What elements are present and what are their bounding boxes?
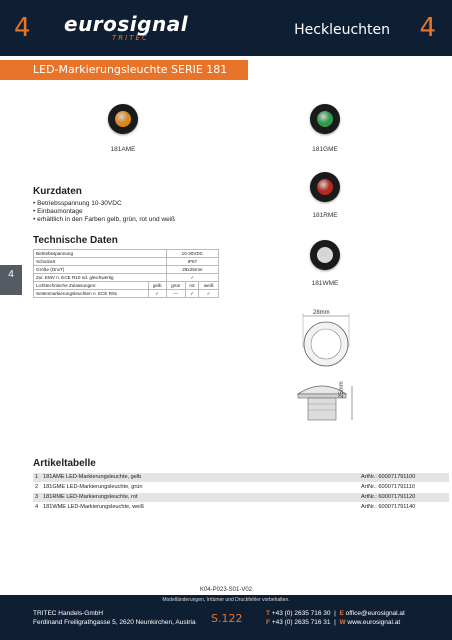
list-item: • erhältlich in den Farben gelb, grün, rot und weiß xyxy=(33,216,176,223)
company-address xyxy=(33,609,196,627)
table-row: Betriebsspannung 10-30VDC xyxy=(34,250,219,258)
kurzdaten-list xyxy=(33,200,175,224)
dimension-width: 28mm xyxy=(313,310,330,316)
document-code: K04-P023-S01-V02 xyxy=(199,587,253,593)
list-item: • Einbaumontage xyxy=(33,208,83,215)
table-row: Seitenmarkierungsleuchten n. ECE R91 ✓ — ✓ ✓ xyxy=(34,290,219,298)
table-row: 3 181RME LED-Markierungsleuchte, rot ArtNr.: 600071791120 xyxy=(33,493,449,502)
table-row: 4 181WME LED-Markierungsleuchte, weiß ArtNr.: 600071791140 xyxy=(35,504,416,510)
side-view-drawing xyxy=(292,380,362,430)
lamp-lens xyxy=(317,247,333,263)
lamp-181gme-image xyxy=(310,104,340,134)
technische-daten-table xyxy=(33,249,219,298)
table-row: Schutzart IP67 xyxy=(34,258,219,266)
list-item: • Betriebsspannung 10-30VDC xyxy=(33,200,122,207)
disclaimer: Modelländerungen, Irrtümer und Druckfehler vorbehalten. xyxy=(162,597,290,603)
lamp-label: 181RME xyxy=(312,212,338,219)
page-header xyxy=(0,0,452,56)
lamp-label: 181AME xyxy=(110,146,136,153)
table-row: Zul. EMV n. ECE R10 od. gleichwertig ✓ xyxy=(34,274,219,282)
table-row: Größe (DnxT) 28x25mm xyxy=(34,266,219,274)
fax: +43 (0) 2635 716 31 xyxy=(271,619,331,626)
phone: +43 (0) 2635 716 30 xyxy=(271,610,331,617)
contact-info: T +43 (0) 2635 716 30 | E office@eurosignal.at F +43 (0) 2635 716 31 | W www.eurosignal.at xyxy=(266,610,405,626)
lamp-lens xyxy=(317,111,333,127)
brand-sub: TRITEC xyxy=(112,34,149,42)
table-row: 1 181AME LED-Markierungsleuchte, gelb ArtNr.: 600071791100 xyxy=(33,473,449,482)
page-footer xyxy=(0,595,452,640)
series-title-bar xyxy=(0,60,248,80)
brand-name: eurosignal xyxy=(64,12,189,36)
table-row: 2 181GME LED-Markierungsleuchte, grün ArtNr.: 600071791110 xyxy=(35,484,415,490)
kurzdaten-heading: Kurzdaten xyxy=(33,186,82,197)
top-view-drawing xyxy=(290,308,370,370)
lamp-label: 181WME xyxy=(311,280,339,287)
section-title: Heckleuchten xyxy=(294,22,390,38)
page-number: S.122 xyxy=(211,612,243,625)
lamp-lens xyxy=(115,111,131,127)
chapter-side-tab xyxy=(0,265,22,295)
lamp-label: 181GME xyxy=(312,146,338,153)
table-row: Lichttechnische Zulassungen: gelb grün rot weiß xyxy=(34,282,219,290)
lamp-181wme-image xyxy=(310,240,340,270)
email-link[interactable]: office@eurosignal.at xyxy=(345,610,405,617)
lamp-181ame-image xyxy=(108,104,138,134)
lamp-181rme-image xyxy=(310,172,340,202)
company-name: TRITEC Handels-GmbH xyxy=(33,610,104,617)
artikeltabelle-heading: Artikeltabelle xyxy=(33,458,96,469)
chapter-number-left: 4 xyxy=(14,13,31,43)
series-title: LED-Markierungsleuchte SERIE 181 xyxy=(33,63,228,76)
website-link[interactable]: www.eurosignal.at xyxy=(347,619,401,626)
technische-daten-heading: Technische Daten xyxy=(33,235,118,246)
chapter-number-right: 4 xyxy=(419,13,436,43)
address: Ferdinand Freiligrathgasse 5, 2620 Neunkirchen, Austria xyxy=(33,619,196,626)
eurosignal-logo xyxy=(64,14,188,34)
dimension-height: 25mm xyxy=(339,381,345,398)
lamp-lens xyxy=(317,179,333,195)
side-tab-label: 4 xyxy=(8,269,14,280)
